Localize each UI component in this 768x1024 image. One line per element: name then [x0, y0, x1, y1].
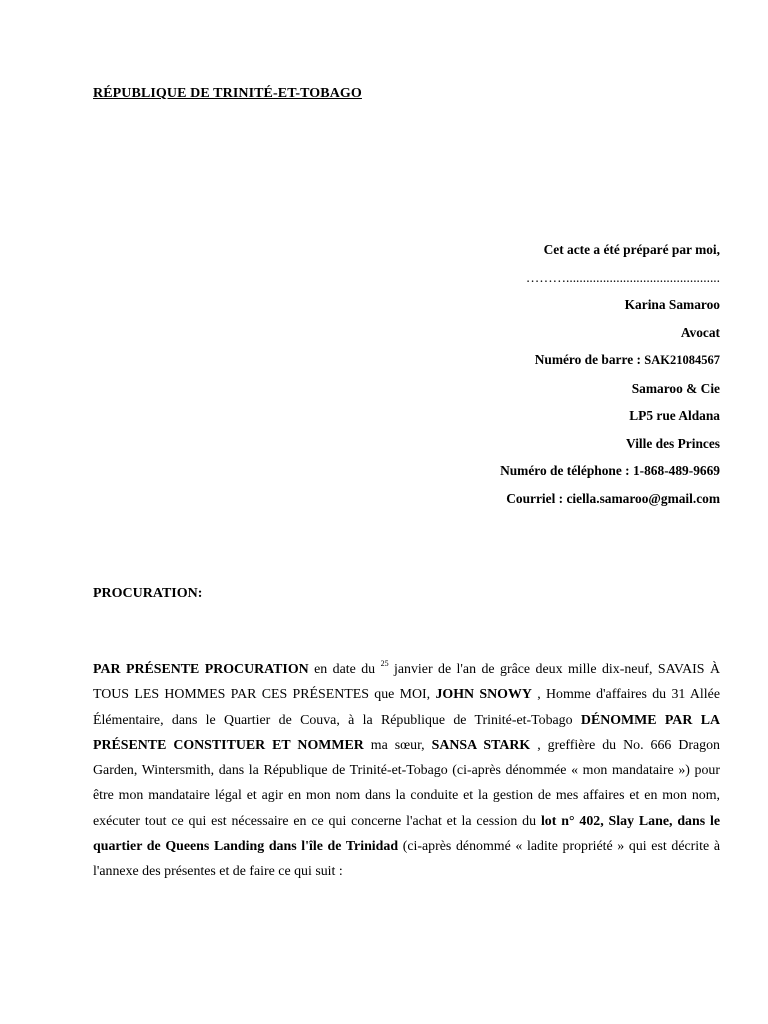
- phone-line: Numéro de téléphone : 1-868-489-9669: [500, 463, 720, 478]
- body-segment-4: janvier de l'an de grâce deux mille dix-neuf, SAVAIS À TOUS LES HOMMES PAR CES PRÉSENTES que MOI,: [93, 662, 720, 703]
- country-heading: RÉPUBLIQUE DE TRINITÉ-ET-TOBAGO: [93, 86, 362, 101]
- preparer-name: Karina Samaroo: [624, 297, 720, 312]
- body-segment-12: (ci-après dénommé « ladite propriété » qui est décrite à l'annexe des présentes et de faire ce qui suit :: [93, 839, 720, 880]
- appointment-clause: DÉNOMME PAR LA PRÉSENTE CONSTITUER ET NOMMER: [93, 712, 720, 753]
- body-segment-8: ma sœur,: [363, 737, 432, 753]
- prepared-by-line: Cet acte a été préparé par moi,: [543, 242, 720, 257]
- body-segment-2: en date du: [308, 662, 381, 677]
- firm-name: Samaroo & Cie: [631, 380, 720, 396]
- email-line: Courriel : ciella.samaroo@gmail.com: [506, 490, 720, 506]
- bar-number-label: Numéro de barre :: [534, 352, 645, 367]
- body-segment-10: , greffière du No. 666 Dragon Garden, Wintersmith, dans la République de Trinité-et-Tobago (ci-après dénommée « mon mandataire ») pour être mon mandataire légal et agir en mon nom dans la conduite et la gestion de mes affaires et en mon nom, exécuter tout ce qui est nécessaire en ce qui concerne l'achat et la cession du: [93, 737, 721, 829]
- preparer-block: [500, 236, 720, 512]
- procuration-paragraph: [93, 657, 720, 885]
- body-segment-6: , Homme d'affaires du 31 Allée Élémentaire, dans le Quartier de Couva, à la République de Trinité-et-Tobago: [93, 687, 720, 728]
- bar-number-value: SAK21084567: [644, 353, 720, 367]
- day-superscript: 25: [380, 659, 389, 668]
- property-description: lot n° 402, Slay Lane, dans le quartier de Queens Landing dans l'île de Trinidad: [93, 813, 721, 855]
- preparer-role: Avocat: [680, 324, 720, 340]
- address-street: LP5 rue Aldana: [629, 408, 720, 423]
- body-segment-1: PAR PRÉSENTE PROCURATION: [93, 662, 309, 677]
- principal-name: JOHN SNOWY: [435, 687, 532, 703]
- signature-line: ………..............................................: [525, 269, 720, 285]
- bar-number-line: [500, 346, 720, 375]
- address-city: Ville des Princes: [626, 435, 720, 451]
- agent-name: SANSA STARK: [431, 737, 531, 753]
- section-heading: PROCURATION:: [93, 586, 203, 601]
